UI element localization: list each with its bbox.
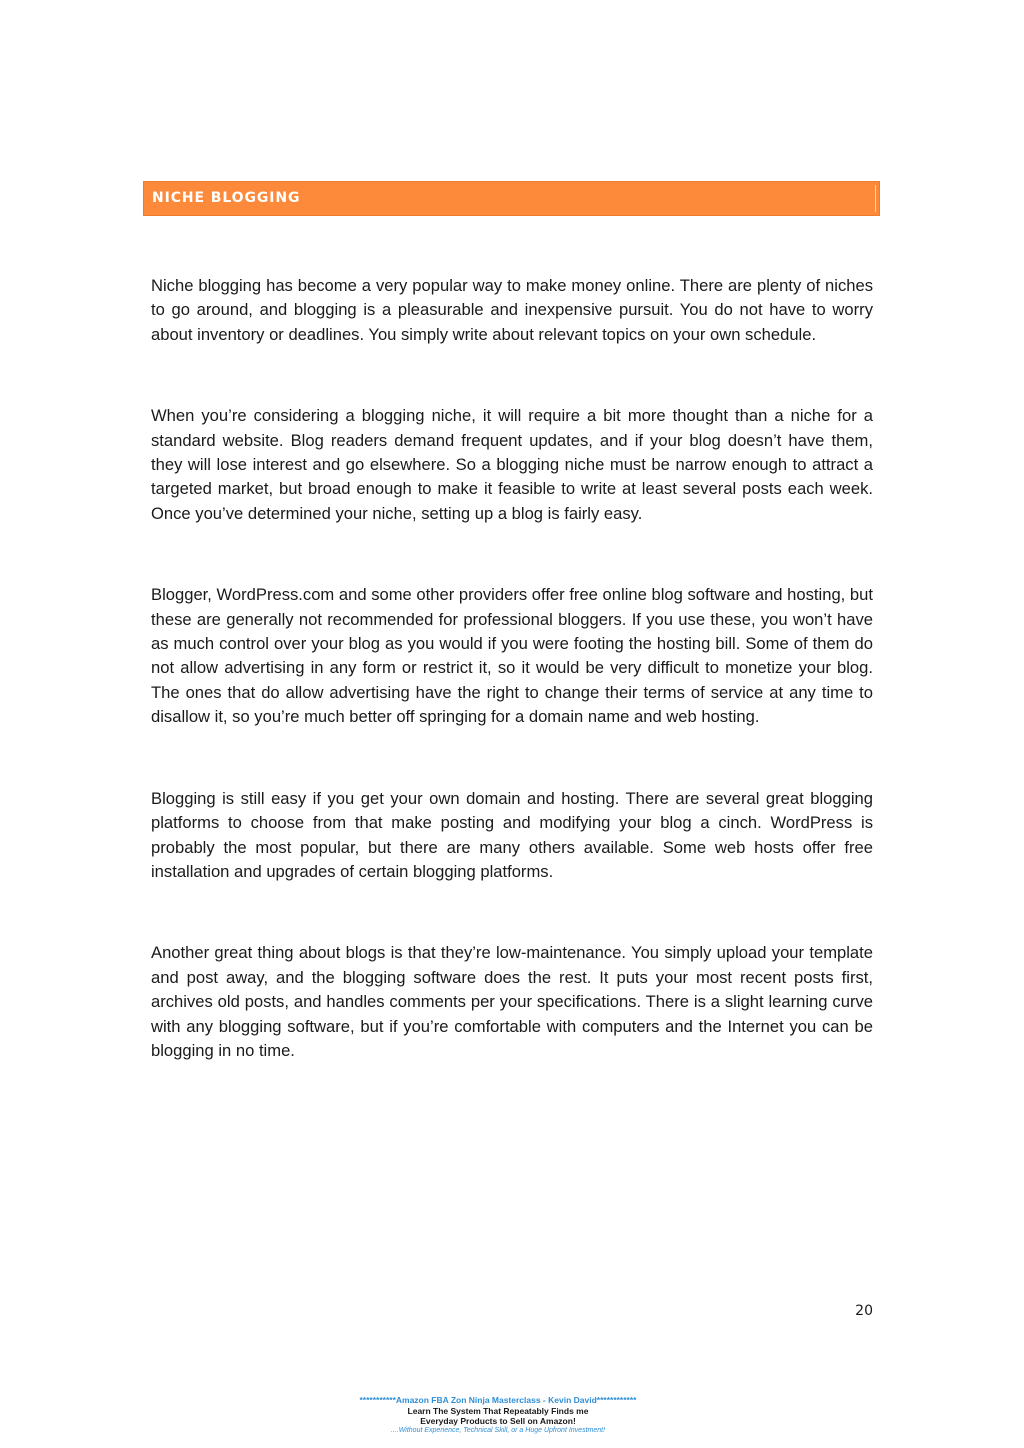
footer-ad-line-2: Everyday Products to Sell on Amazon! (420, 1416, 576, 1426)
section-title: NICHE BLOGGING (152, 190, 301, 206)
footer-ad-title[interactable]: ***********Amazon FBA Zon Ninja Masterclass - Kevin David************ (359, 1395, 637, 1405)
paragraph-3: Blogger, WordPress.com and some other providers offer free online blog software and hosting, but these are generally not recommended for professional bloggers. If you use these, you won’t have as much control over your blog as you would if you were footing the hosting bill. Some of them do not allow advertising in any form or restrict it, so it would be very difficult to monetize your blog. The ones that do allow advertising have the right to change their terms of service at any time to disallow it, so you’re much better off springing for a domain name and web hosting. (151, 585, 873, 727)
page-number: 20 (855, 1303, 873, 1319)
paragraph-2: When you’re considering a blogging niche, it will require a bit more thought than a niche for a standard website. Blog readers demand frequent updates, and if your blog doesn’t have them, they will lose interest and go elsewhere. So a blogging niche must be narrow enough to attract a targeted market, but broad enough to make it feasible to write at least several posts each week. Once you’ve determined your niche, setting up a blog is fairly easy. (151, 406, 873, 523)
body-text (151, 274, 873, 1120)
header-divider (875, 185, 876, 212)
paragraph-1: Niche blogging has become a very popular way to make money online. There are plenty of niches to go around, and blogging is a pleasurable and inexpensive pursuit. You do not have to worry about inventory or deadlines. You simply write about relevant topics on your own schedule. (151, 276, 873, 344)
paragraph-4: Blogging is still easy if you get your own domain and hosting. There are several great blogging platforms to choose from that make posting and modifying your blog a cinch. WordPress is probably the most popular, but there are many others available. Some web hosts offer free installation and upgrades of certain blogging platforms. (151, 788, 873, 881)
paragraph-5: Another great thing about blogs is that they’re low-maintenance. You simply upload your template and post away, and the blogging software does the rest. It puts your most recent posts first, archives old posts, and handles comments per your specifications. There is a slight learning curve with any blogging software, but if you’re comfortable with computers and the Internet you can be blogging in no time. (151, 943, 873, 1060)
footer-ad-subline: ....Without Experience, Technical Skill, or a Huge Upfront Investment! (390, 1427, 606, 1434)
footer-ad-banner[interactable] (312, 1395, 684, 1436)
section-header-bar (143, 181, 880, 216)
footer-ad-line-1: Learn The System That Repeatably Finds me (407, 1406, 589, 1416)
